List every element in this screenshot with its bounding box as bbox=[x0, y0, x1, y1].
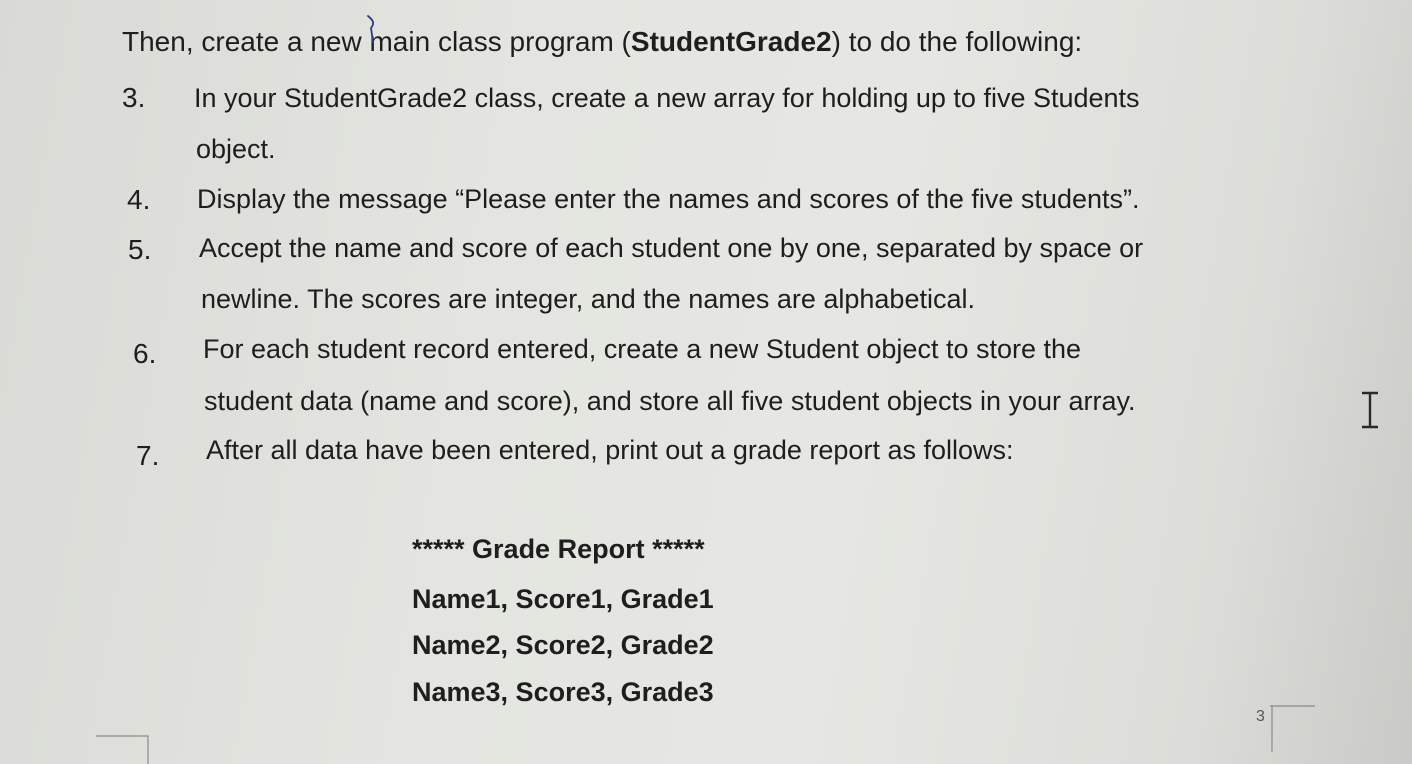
list-item-line: student data (name and score), and store all five student objects in your array. bbox=[204, 386, 1136, 416]
intro-prefix: Then, create a new main class program ( bbox=[122, 26, 631, 57]
i-beam-cursor-icon bbox=[1356, 390, 1384, 430]
intro-class-name: StudentGrade2 bbox=[630, 26, 832, 57]
corner-crop-mark bbox=[96, 730, 156, 764]
list-item-line: newline. The scores are integer, and the names are alphabetical. bbox=[201, 284, 975, 314]
page-number: 3 bbox=[1256, 708, 1265, 725]
list-item-line: After all data have been entered, print out a grade report as follows: bbox=[206, 435, 1014, 465]
list-item-line: Display the message “Please enter the names and scores of the five students”. bbox=[197, 184, 1140, 214]
list-item-number: 5. bbox=[128, 234, 152, 265]
report-row: Name1, Score1, Grade1 bbox=[412, 584, 714, 614]
list-item-line: For each student record entered, create a new Student object to store the bbox=[203, 334, 1082, 364]
list-item-line: In your StudentGrade2 class, create a new array for holding up to five Students bbox=[194, 83, 1140, 113]
list-item-line: Accept the name and score of each student one by one, separated by space or bbox=[199, 233, 1144, 263]
handwritten-pen-mark bbox=[364, 14, 380, 44]
list-item-number: 6. bbox=[133, 338, 157, 369]
corner-crop-mark bbox=[1270, 704, 1316, 754]
list-item-number: 3. bbox=[122, 82, 146, 113]
report-row: Name2, Score2, Grade2 bbox=[412, 630, 714, 660]
report-header: ***** Grade Report ***** bbox=[412, 534, 705, 564]
list-item-line: object. bbox=[196, 134, 276, 164]
list-item-number: 7. bbox=[136, 440, 160, 471]
intro-suffix: ) to do the following: bbox=[831, 26, 1083, 57]
list-item-number: 4. bbox=[127, 184, 151, 215]
intro-paragraph bbox=[122, 26, 1082, 58]
report-row: Name3, Score3, Grade3 bbox=[412, 677, 714, 707]
